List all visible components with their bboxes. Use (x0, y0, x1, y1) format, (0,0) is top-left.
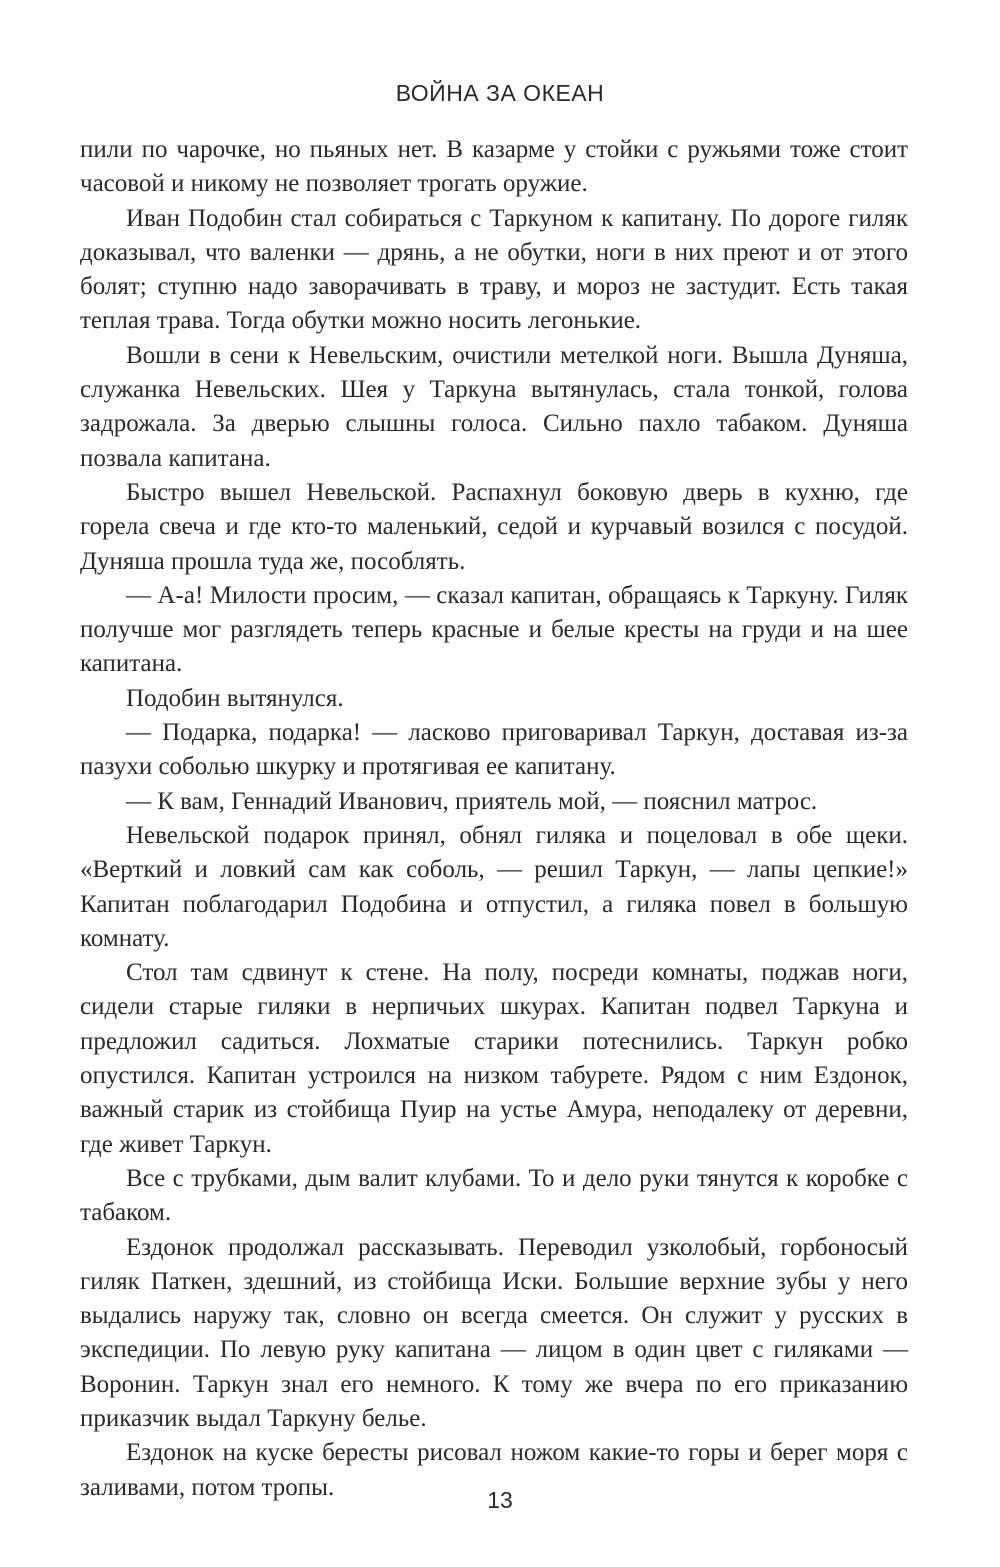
body-text (80, 133, 908, 1505)
paragraph: пили по чарочке, но пьяных нет. В казарме у стойки с ружьями тоже стоит часовой и никому не позволяет трогать оружие. (80, 136, 908, 198)
paragraph: Быстро вышел Невельской. Распахнул боковую дверь в кухню, где горела свеча и где кто-то маленький, седой и курчавый возился с посудой. Дуняша прошла туда же, пособлять. (80, 478, 908, 575)
paragraph: Ездонок на куске бересты рисовал ножом какие-то горы и берег моря с заливами, потом тропы. (80, 1439, 908, 1501)
paragraph: — А-а! Милости просим, — сказал капитан, обращаясь к Таркуну. Гиляк получше мог разглядеть теперь красные и белые кресты на груди и на шее капитана. (80, 581, 908, 678)
paragraph: Ездонок продолжал рассказывать. Переводил узколобый, горбоносый гиляк Паткен, здешний, из стойбища Иски. Большие верхние зубы у него выдались наружу так, словно он всегда смеется. Он служит у русских в экспедиции. По левую руку капитана — лицом в один цвет с гиляками — Воронин. Таркун знал его немного. К тому же вчера по его приказанию приказчик выдал Таркуну белье. (80, 1233, 908, 1432)
paragraph: Невельской подарок принял, обнял гиляка и поцеловал в обе щеки. «Верткий и ловкий сам как соболь, — решил Таркун, — лапы цепкие!» Капитан поблагодарил Подобина и отпустил, а гиляка повел в большую комнату. (80, 821, 908, 952)
paragraph: Все с трубками, дым валит клубами. То и дело руки тянутся к коробке с табаком. (80, 1164, 908, 1227)
paragraph: Подобин вытянулся. (126, 684, 344, 712)
paragraph: — Подарка, подарка! — ласково приговаривал Таркун, доставая из-за пазухи соболью шкурку и протягивая ее капитану. (80, 719, 908, 781)
running-title: ВОЙНА ЗА ОКЕАН (395, 80, 605, 106)
page-number: 13 (487, 1487, 513, 1513)
paragraph: Вошли в сени к Невельским, очистили метелкой ноги. Вышла Дуняша, служанка Невельских. Шея у Таркуна вытянулась, стала тонкой, голова задрожала. За дверью слышны голоса. Сильно пахло табаком. Дуняша позвала капитана. (80, 341, 908, 472)
paragraph: Стол там сдвинут к стене. На полу, посреди комнаты, поджав ноги, сидели старые гиляки в нерпичьих шкурах. Капитан подвел Таркуна и предложил садиться. Лохматые старики потеснились. Таркун робко опустился. Капитан устроился на низком табурете. Рядом с ним Ездонок, важный старик из стойбища Пуир на устье Амура, неподалеку от деревни, где живет Таркун. (80, 959, 908, 1158)
paragraph: Иван Подобин стал собираться с Таркуном к капитану. По дороге гиляк доказывал, что валенки — дрянь, а не обутки, ноги в них преют и от этого болят; ступню надо заворачивать в траву, и мороз не застудит. Есть такая теплая трава. Тогда обутки можно носить легонькие. (80, 204, 908, 335)
paragraph: — К вам, Геннадий Иванович, приятель мой, — пояснил матрос. (126, 787, 818, 815)
